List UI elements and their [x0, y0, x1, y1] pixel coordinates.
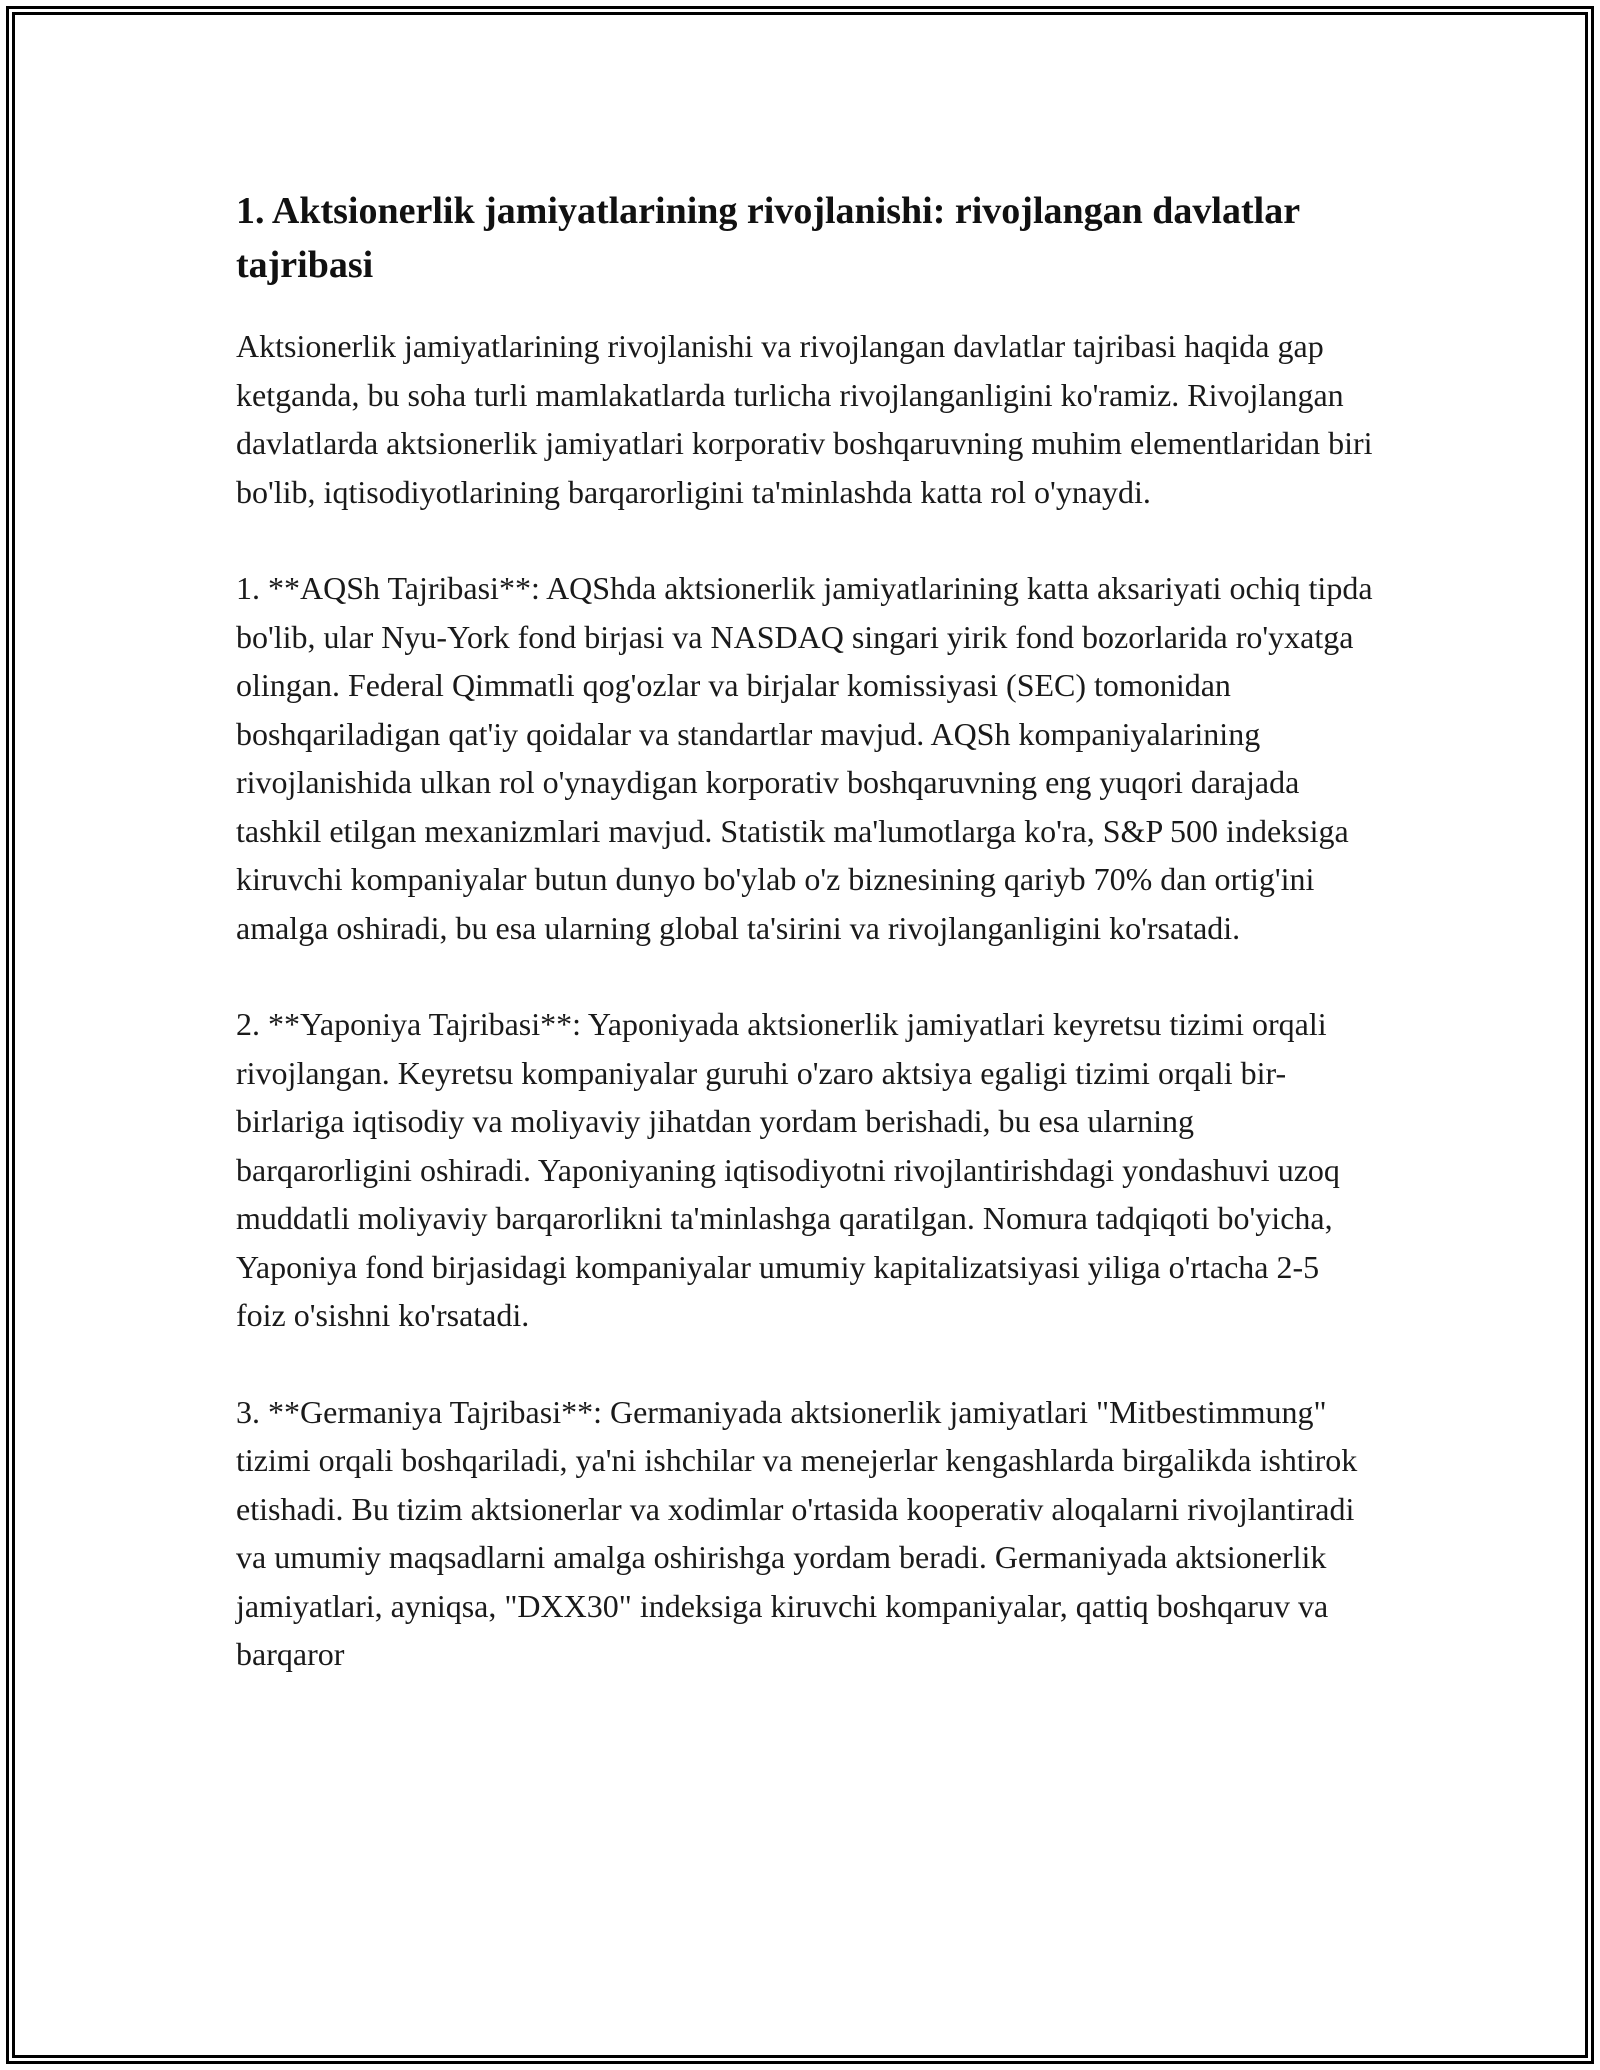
germany-experience-paragraph: 3. **Germaniya Tajribasi**: Germaniyada aktsionerlik jamiyatlari "Mitbestimmung" tizimi orqali boshqariladi, ya'ni ishchilar va menejerlar kengashlarda birgalikda ishtirok etishadi. Bu tizim aktsionerlar va xodimlar o'rtasida kooperativ aloqalarni rivojlantiradi va umumiy maqsadlarni amalga oshirishga yordam beradi. Germaniyada aktsionerlik jamiyatlari, ayniqsa, "DXX30" indeksiga kiruvchi kompaniyalar, qattiq boshqaruv va barqaror [236, 1393, 1358, 1672]
intro-paragraph: Aktsionerlik jamiyatlarining rivojlanishi va rivojlangan davlatlar tajribasi haqida gap ketganda, bu soha turli mamlakatlarda turlicha rivojlanganligini ko'ramiz. Rivojlangan davlatlarda aktsionerlik jamiyatlari korporativ boshqaruvning muhim elementlaridan biri bo'lib, iqtisodiyotlarining barqarorligini ta'minlashda katta rol o'ynaydi. [236, 328, 1373, 510]
section-heading: 1. Aktsionerlik jamiyatlarining rivojlanishi: rivojlangan davlatlar tajribasi [236, 190, 1300, 286]
document-body [236, 184, 1376, 1727]
japan-experience-paragraph: 2. **Yaponiya Tajribasi**: Yaponiyada aktsionerlik jamiyatlari keyretsu tizimi orqali rivojlangan. Keyretsu kompaniyalar guruhi o'zaro aktsiya egaligi tizimi orqali bir-birlariga iqtisodiy va moliyaviy jihatdan yordam berishadi, bu esa ularning barqarorligini oshiradi. Yaponiyaning iqtisodiyotni rivojlantirishdagi yondashuvi uzoq muddatli moliyaviy barqarorlikni ta'minlashga qaratilgan. Nomura tadqiqoti bo'yicha, Yaponiya fond birjasidagi kompaniyalar umumiy kapitalizatsiyasi yiliga o'rtacha 2-5 foiz o'sishni ko'rsatadi. [236, 1006, 1340, 1333]
usa-experience-paragraph: 1. **AQSh Tajribasi**: AQShda aktsionerlik jamiyatlarining katta aksariyati ochiq tipda bo'lib, ular Nyu-York fond birjasi va NASDAQ singari yirik fond bozorlarida ro'yxatga olingan. Federal Qimmatli qog'ozlar va birjalar komissiyasi (SEC) tomonidan boshqariladigan qat'iy qoidalar va standartlar mavjud. AQSh kompaniyalarining rivojlanishida ulkan rol o'ynaydigan korporativ boshqaruvning eng yuqori darajada tashkil etilgan mexanizmlari mavjud. Statistik ma'lumotlarga ko'ra, S&P 500 indeksiga kiruvchi kompaniyalar butun dunyo bo'ylab o'z biznesining qariyb 70% dan ortig'ini amalga oshiradi, bu esa ularning global ta'sirini va rivojlanganligini ko'rsatadi. [236, 570, 1373, 946]
